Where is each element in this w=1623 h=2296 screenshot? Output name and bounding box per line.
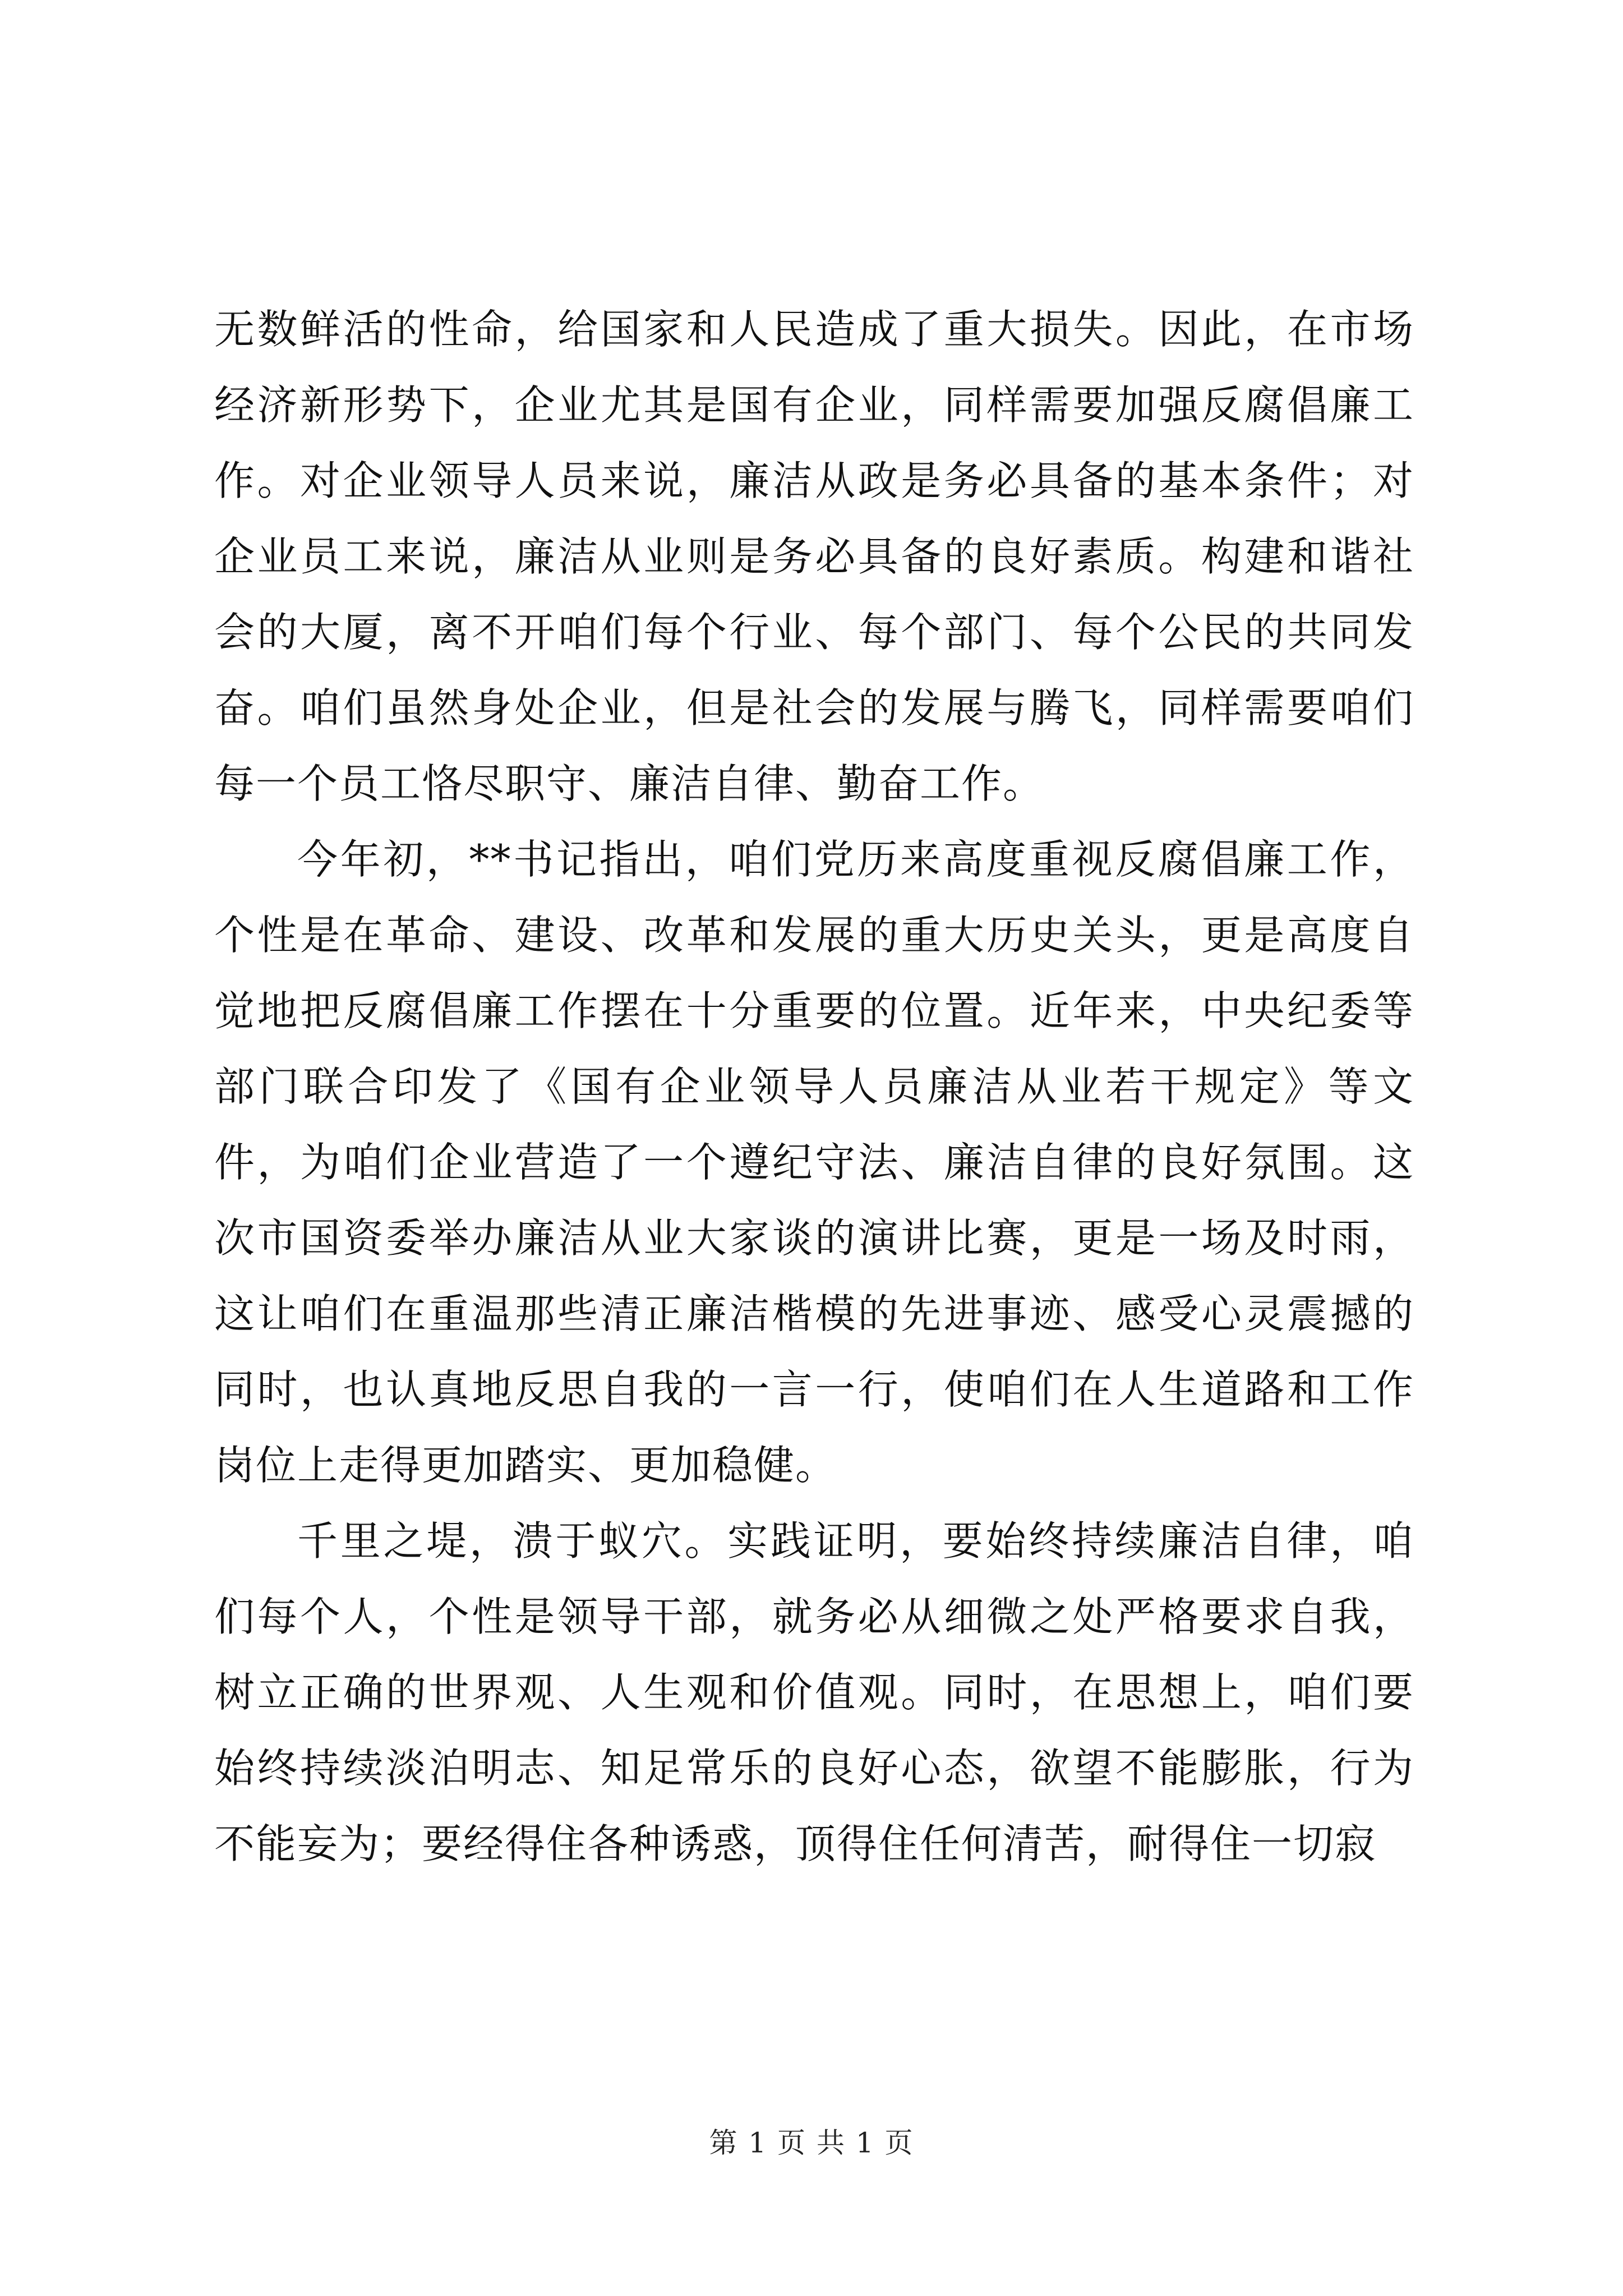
paragraph-continued: 无数鲜活的性命，给国家和人民造成了重大损失。因此，在市场经济新形势下，企业尤其是国有企业，同样需要加强反腐倡廉工作。对企业领导人员来说，廉洁从政是务必具备的基本条件；对企业员工来说，廉洁从业则是务必具备的良好素质。构建和谐社会的大厦，离不开咱们每个行业、每个部门、每个公民的共同发奋。咱们虽然身处企业，但是社会的发展与腾飞，同样需要咱们每一个员工恪尽职守、廉洁自律、勤奋工作。 bbox=[214, 306, 1414, 807]
paragraph-3: 千里之堤，溃于蚁穴。实践证明，要始终持续廉洁自律，咱们每个人，个性是领导干部，就务必从细微之处严格要求自我，树立正确的世界观、人生观和价值观。同时，在思想上，咱们要始终持续淡泊明志、知足常乐的良好心态，欲望不能膨胀，行为不能妄为；要经得住各种诱惑，顶得住任何清苦，耐得住一切寂 bbox=[214, 1517, 1414, 1867]
paragraph-2: 今年初，**书记指出，咱们党历来高度重视反腐倡廉工作，个性是在革命、建设、改革和发展的重大历史关头，更是高度自觉地把反腐倡廉工作摆在十分重要的位置。近年来，中央纪委等部门联合印发了《国有企业领导人员廉洁从业若干规定》等文件，为咱们企业营造了一个遵纪守法、廉洁自律的良好氛围。这次市国资委举办廉洁从业大家谈的演讲比赛，更是一场及时雨，这让咱们在重温那些清正廉洁楷模的先进事迹、感受心灵震撼的同时，也认真地反思自我的一言一行，使咱们在人生道路和工作岗位上走得更加踏实、更加稳健。 bbox=[214, 836, 1414, 1489]
page-footer: 第 1 页 共 1 页 bbox=[709, 2127, 914, 2159]
document-body bbox=[214, 292, 1414, 1882]
